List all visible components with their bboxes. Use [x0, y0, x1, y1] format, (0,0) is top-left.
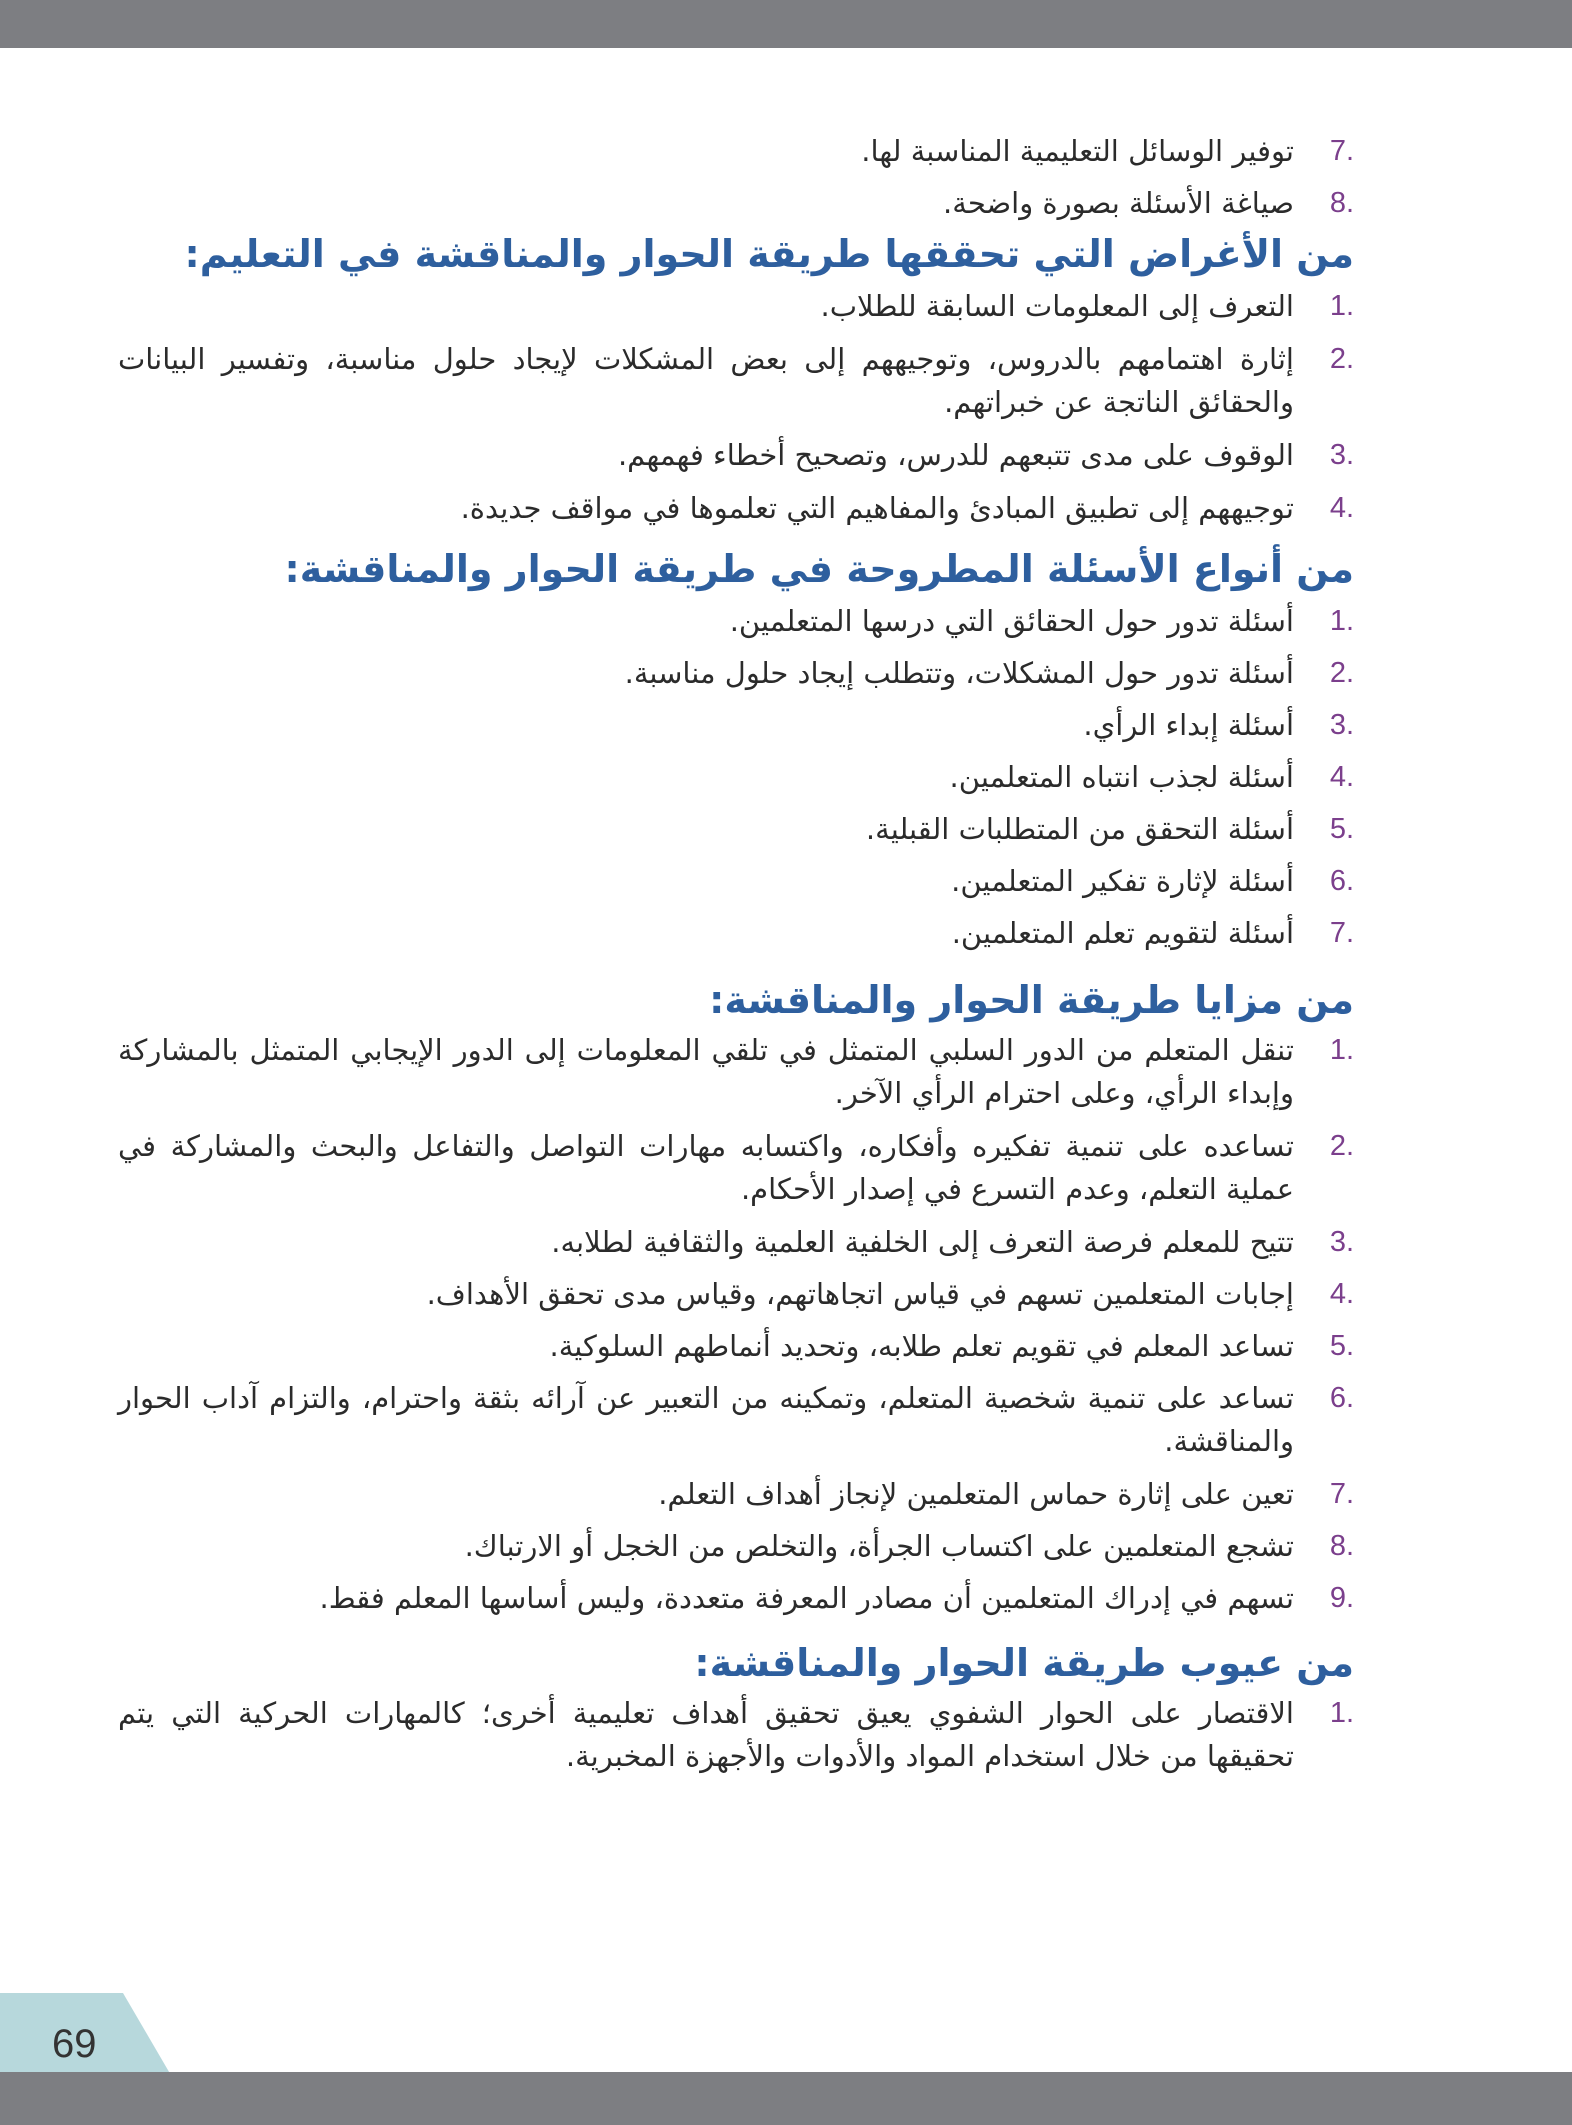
item-text: توفير الوسائل التعليمية المناسبة لها. — [861, 134, 1294, 168]
section-heading-advantages: من مزايا طريقة الحوار والمناقشة: — [709, 978, 1354, 1022]
purposes-list — [118, 285, 1354, 530]
item-text: تساعده على تنمية تفكيره وأفكاره، واكتسابه مهارات التواصل والتفاعل والبحث والمشاركة في عملية التعلم، وعدم التسرع في إصدار الأحكام. — [118, 1129, 1294, 1206]
list-item — [118, 1029, 1354, 1115]
item-text: التعرف إلى المعلومات السابقة للطلاب. — [820, 289, 1294, 323]
item-text: أسئلة لتقويم تعلم المتعلمين. — [951, 916, 1294, 950]
list-item — [118, 1221, 1354, 1264]
advantages-list — [118, 1029, 1354, 1620]
section-heading-question-types: من أنواع الأسئلة المطروحة في طريقة الحوار والمناقشة: — [284, 547, 1354, 591]
item-text: تساعد على تنمية شخصية المتعلم، وتمكينه من التعبير عن آرائه بثقة واحترام، والتزام آداب الحوار والمناقشة. — [118, 1381, 1294, 1458]
item-number: 3. — [1329, 439, 1354, 471]
page-content — [118, 130, 1354, 1778]
list-item — [118, 652, 1354, 695]
item-text: تشجع المتعلمين على اكتساب الجرأة، والتخلص من الخجل أو الارتباك. — [464, 1529, 1294, 1563]
list-item — [118, 912, 1354, 955]
item-text: تعين على إثارة حماس المتعلمين لإنجاز أهداف التعلم. — [658, 1477, 1294, 1511]
list-item — [118, 182, 1354, 225]
item-text: أسئلة تدور حول المشكلات، وتتطلب إيجاد حلول مناسبة. — [624, 656, 1294, 690]
list-item — [118, 434, 1354, 477]
list-item — [118, 487, 1354, 530]
item-text: أسئلة إبداء الرأي. — [1083, 708, 1294, 742]
section-heading-purposes: من الأغراض التي تحققها طريقة الحوار والمناقشة في التعليم: — [184, 232, 1354, 276]
item-text: الوقوف على مدى تتبعهم للدرس، وتصحيح أخطاء فهمهم. — [617, 438, 1294, 472]
list-item — [118, 338, 1354, 424]
question-types-list — [118, 600, 1354, 955]
list-item — [118, 1325, 1354, 1368]
list-item — [118, 1692, 1354, 1778]
item-number: 2. — [1329, 1130, 1354, 1162]
list-item — [118, 1473, 1354, 1516]
item-text: الاقتصار على الحوار الشفوي يعيق تحقيق أهداف تعليمية أخرى؛ كالمهارات الحركية التي يتم تحقيقها من خلال استخدام المواد والأدوات والأجهزة المخبرية. — [118, 1696, 1294, 1773]
continued-list — [118, 130, 1354, 225]
item-number: 1. — [1329, 605, 1354, 637]
item-text: توجيههم إلى تطبيق المبادئ والمفاهيم التي تعلموها في مواقف جديدة. — [460, 491, 1294, 525]
item-number: 1. — [1329, 1697, 1354, 1729]
item-number: 1. — [1329, 1034, 1354, 1066]
list-item — [118, 600, 1354, 643]
item-number: 5. — [1329, 813, 1354, 845]
item-text: إجابات المتعلمين تسهم في قياس اتجاهاتهم، وقياس مدى تحقق الأهداف. — [426, 1277, 1294, 1311]
item-number: 3. — [1329, 1226, 1354, 1258]
item-text: تتيح للمعلم فرصة التعرف إلى الخلفية العلمية والثقافية لطلابه. — [551, 1225, 1294, 1259]
item-number: 2. — [1329, 657, 1354, 689]
item-number: 4. — [1329, 1278, 1354, 1310]
list-item — [118, 1273, 1354, 1316]
list-item — [118, 1377, 1354, 1463]
item-number: 2. — [1329, 343, 1354, 375]
item-text: أسئلة التحقق من المتطلبات القبلية. — [865, 812, 1294, 846]
page-number: 69 — [52, 2022, 97, 2066]
item-number: 6. — [1329, 865, 1354, 897]
list-item — [118, 860, 1354, 903]
item-text: أسئلة لجذب انتباه المتعلمين. — [949, 760, 1294, 794]
item-number: 6. — [1329, 1382, 1354, 1414]
item-number: 9. — [1329, 1582, 1354, 1614]
item-text: أسئلة لإثارة تفكير المتعلمين. — [951, 864, 1294, 898]
list-item — [118, 1577, 1354, 1620]
item-text: أسئلة تدور حول الحقائق التي درسها المتعلمين. — [729, 604, 1294, 638]
list-item — [118, 704, 1354, 747]
item-number: 7. — [1329, 917, 1354, 949]
list-item — [118, 756, 1354, 799]
list-item — [118, 285, 1354, 328]
item-text: صياغة الأسئلة بصورة واضحة. — [943, 186, 1294, 220]
item-number: 8. — [1329, 1530, 1354, 1562]
list-item — [118, 808, 1354, 851]
top-bar — [0, 0, 1572, 48]
list-item — [118, 130, 1354, 173]
item-number: 3. — [1329, 709, 1354, 741]
list-item — [118, 1125, 1354, 1211]
item-number: 4. — [1329, 761, 1354, 793]
bottom-bar — [0, 2072, 1572, 2125]
item-text: تساعد المعلم في تقويم تعلم طلابه، وتحديد أنماطهم السلوكية. — [549, 1329, 1294, 1363]
item-text: تسهم في إدراك المتعلمين أن مصادر المعرفة متعددة، وليس أساسها المعلم فقط. — [319, 1581, 1294, 1615]
section-heading-disadvantages: من عيوب طريقة الحوار والمناقشة: — [694, 1641, 1354, 1685]
disadvantages-list — [118, 1692, 1354, 1778]
item-number: 4. — [1329, 492, 1354, 524]
item-number: 7. — [1329, 135, 1354, 167]
list-item — [118, 1525, 1354, 1568]
item-text: إثارة اهتمامهم بالدروس، وتوجيههم إلى بعض المشكلات لإيجاد حلول مناسبة، وتفسير البيانات والحقائق الناتجة عن خبراتهم. — [118, 342, 1294, 419]
item-number: 7. — [1329, 1478, 1354, 1510]
item-text: تنقل المتعلم من الدور السلبي المتمثل في تلقي المعلومات إلى الدور الإيجابي المتمثل بالمشاركة وإبداء الرأي، وعلى احترام الرأي الآخر. — [118, 1033, 1294, 1110]
item-number: 8. — [1329, 187, 1354, 219]
item-number: 5. — [1329, 1330, 1354, 1362]
item-number: 1. — [1329, 290, 1354, 322]
